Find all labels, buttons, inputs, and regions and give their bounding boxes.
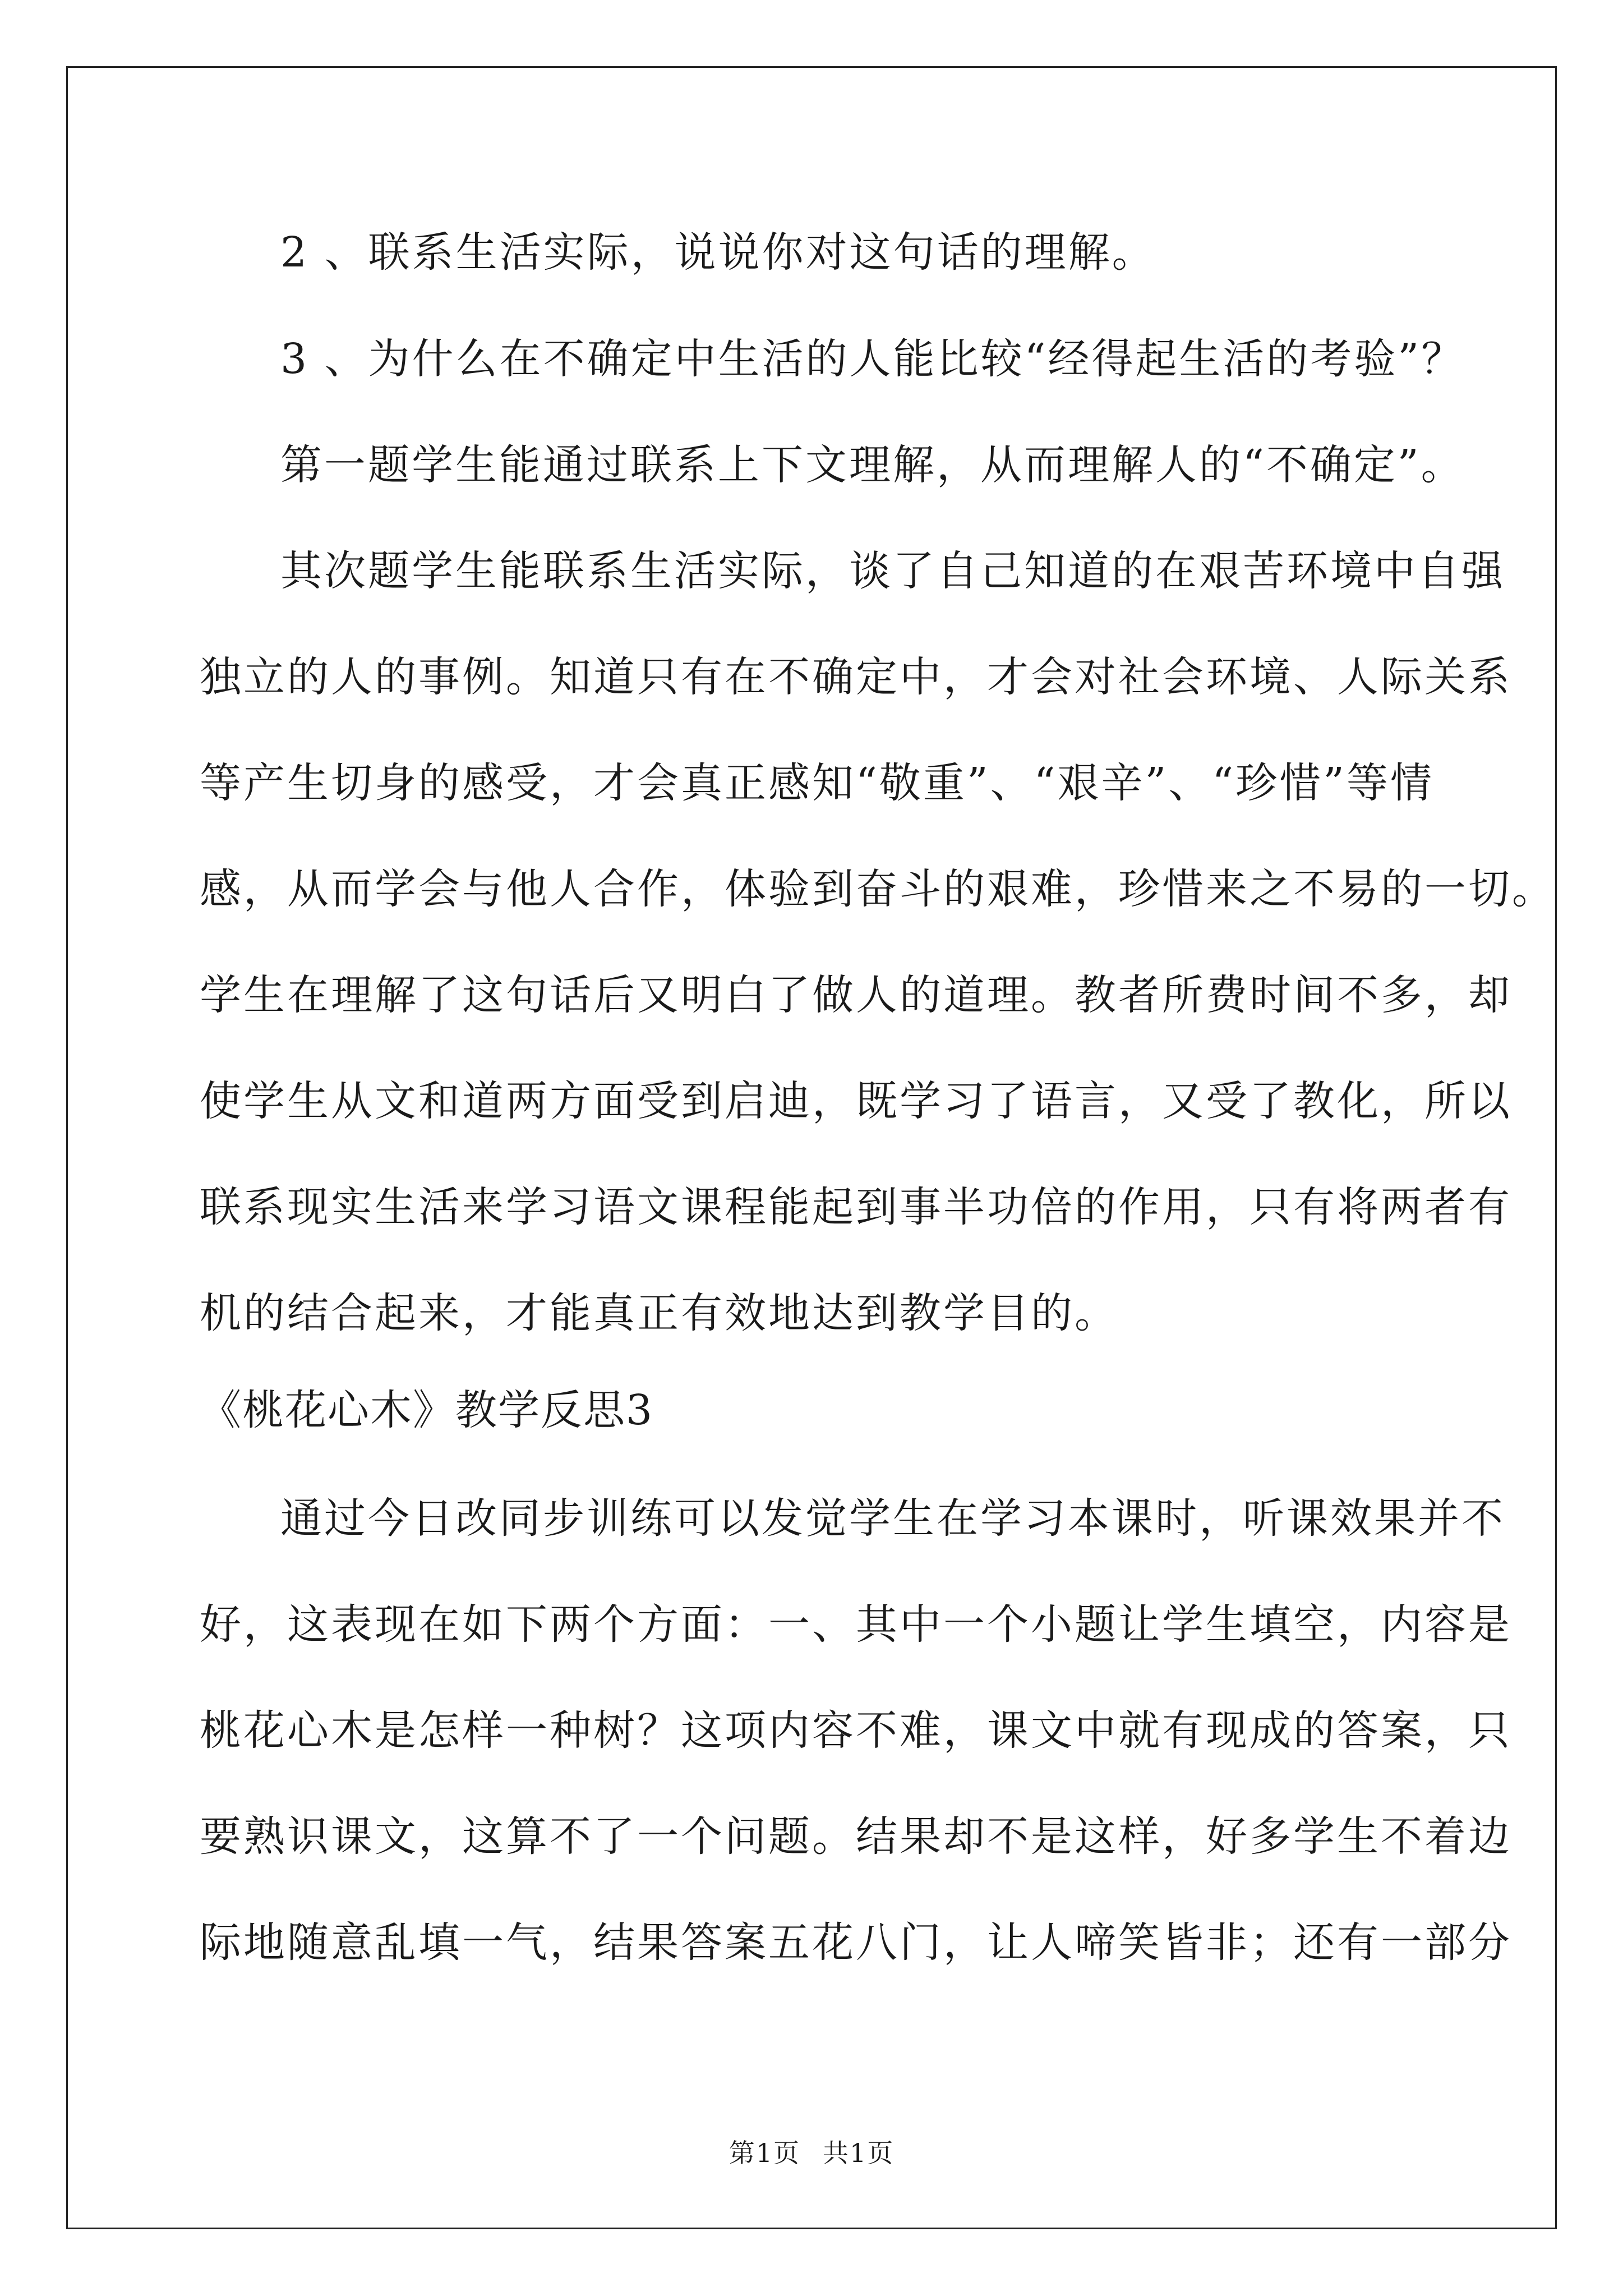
paragraph-3-line-5: 际地随意乱填一气，结果答案五花八门，让人啼笑皆非；还有一部分 — [200, 1918, 1512, 1967]
paragraph-2-line-1: 其次题学生能联系生活实际，谈了自己知道的在艰苦环境中自强 — [280, 547, 1505, 595]
paragraph-2-line-6: 使学生从文和道两方面受到启迪，既学习了语言，又受了教化，所以 — [200, 1077, 1512, 1125]
question-3: 3 、为什么在不确定中生活的人能比较“经得起生活的考验”？ — [280, 335, 1465, 383]
paragraph-3-line-4: 要熟识课文，这算不了一个问题。结果却不是这样，好多学生不着边 — [200, 1812, 1512, 1861]
question-2: 2 、联系生活实际，说说你对这句话的理解。 — [280, 228, 1156, 277]
page-border — [66, 66, 1557, 2229]
page-footer — [0, 2136, 1623, 2170]
paragraph-2-line-2: 独立的人的事例。知道只有在不确定中，才会对社会环境、人际关系 — [200, 653, 1512, 701]
section-heading: 《桃花心木》教学反思3 — [200, 1386, 654, 1434]
paragraph-3-line-2: 好，这表现在如下两个方面：一、其中一个小题让学生填空，内容是 — [200, 1600, 1512, 1649]
paragraph-2-line-7: 联系现实生活来学习语文课程能起到事半功倍的作用，只有将两者有 — [200, 1183, 1512, 1231]
paragraph-3-line-3: 桃花心木是怎样一种树？这项内容不难，课文中就有现成的答案，只 — [200, 1706, 1512, 1755]
paragraph-1-line-1: 第一题学生能通过联系上下文理解，从而理解人的“不确定”。 — [280, 441, 1465, 489]
paragraph-2-line-3: 等产生切身的感受，才会真正感知“敬重”、“艰辛”、“珍惜”等情 — [200, 759, 1434, 807]
paragraph-2-line-4: 感，从而学会与他人合作，体验到奋斗的艰难，珍惜来之不易的一切。 — [200, 865, 1556, 913]
page-total: 共1页 — [823, 2138, 895, 2168]
paragraph-2-line-5: 学生在理解了这句话后又明白了做人的道理。教者所费时间不多，却 — [200, 971, 1512, 1019]
page-number: 第1页 — [728, 2138, 800, 2168]
paragraph-3-line-1: 通过今日改同步训练可以发觉学生在学习本课时，听课效果并不 — [280, 1494, 1505, 1543]
paragraph-2-line-8: 机的结合起来，才能真正有效地达到教学目的。 — [200, 1289, 1118, 1337]
